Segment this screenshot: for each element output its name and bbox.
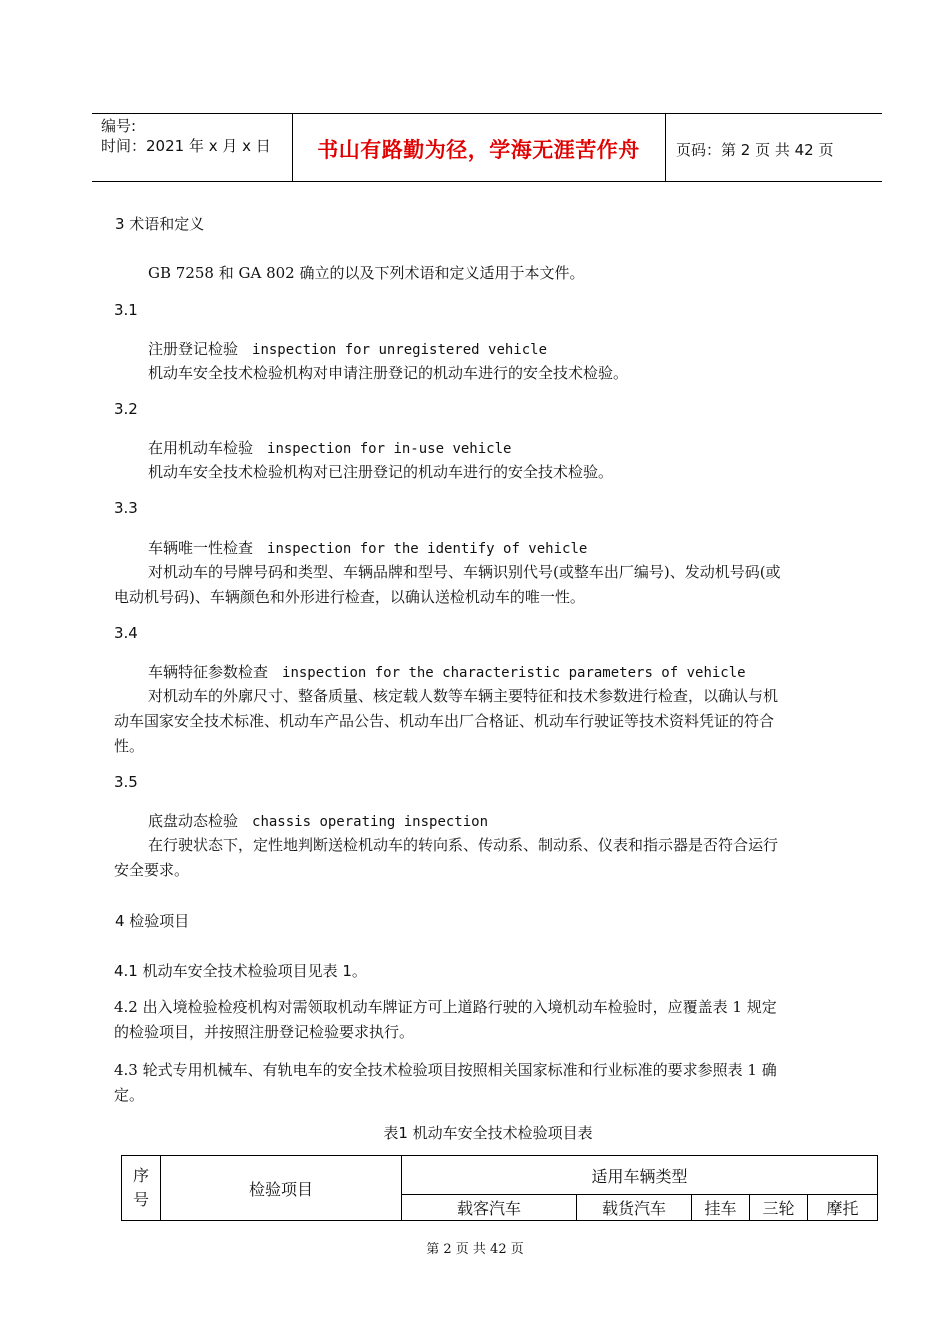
term-3-3-heading [148,537,587,558]
table-header-type-tricycle: 三轮 [750,1195,808,1221]
term-3-2-cn: 在用机动车检验 [148,439,254,457]
term-3-4-definition-line-3: 性。 [114,737,145,755]
header-bottom-rule [92,181,882,182]
term-3-5-en: chassis operating inspection [252,814,489,830]
header-top-rule [92,113,882,114]
header-meta [101,116,271,156]
table-header-type-motorcycle: 摩托 [808,1195,878,1221]
table-header-seq [122,1156,161,1221]
table-header-type-trailer: 挂车 [692,1195,750,1221]
header-motto: 书山有路勤为径，学海无涯苦作舟 [317,138,640,162]
term-3-5-cn: 底盘动态检验 [148,812,239,830]
term-3-3-number: 3.3 [114,499,138,517]
term-3-3-definition-line-2: 电动机号码)、车辆颜色和外形进行检查，以确认送检机动车的唯一性。 [114,588,585,606]
term-3-5-definition-line-1: 在行驶状态下，定性地判断送检机动车的转向系、传动系、制动系、仪表和指示器是否符合运行 [148,836,779,854]
table-header-seq-line-2: 号 [132,1190,149,1209]
term-3-3-en: inspection for the identify of vehicle [267,541,588,557]
term-3-2-heading [148,437,511,458]
table-header-vehicle-types: 适用车辆类型 [402,1156,878,1195]
term-3-4-definition-line-2: 动车国家安全技术标准、机动车产品公告、机动车出厂合格证、机动车行驶证等技术资料凭证的符合 [114,712,775,730]
section-3-title: 3 术语和定义 [115,215,205,233]
inspection-items-table [121,1155,878,1221]
term-3-1-definition: 机动车安全技术检验机构对申请注册登记的机动车进行的安全技术检验。 [148,364,629,382]
term-3-1-number: 3.1 [114,301,138,319]
clause-4-3-line-2: 定。 [114,1086,145,1104]
term-3-5-heading [148,810,488,831]
term-3-4-number: 3.4 [114,624,138,642]
table-header-item: 检验项目 [161,1156,402,1221]
header-time: 时间：2021 年 x 月 x 日 [101,137,271,155]
table-header-type-passenger: 载客汽车 [402,1195,577,1221]
table-caption: 表1 机动车安全技术检验项目表 [383,1124,593,1142]
term-3-2-number: 3.2 [114,400,138,418]
clause-4-2-line-1: 4.2 出入境检验检疫机构对需领取机动车牌证方可上道路行驶的入境机动车检验时，应覆盖表 1 规定 [114,998,777,1016]
section-3-intro: GB 7258 和 GA 802 确立的以及下列术语和定义适用于本文件。 [148,264,585,282]
footer-page-number: 第 2 页 共 42 页 [426,1242,524,1257]
header-page-number: 页码：第 2 页 共 42 页 [676,141,834,159]
section-4-title: 4 检验项目 [115,912,190,930]
header-number: 编号: [101,117,137,135]
term-3-2-en: inspection for in-use vehicle [267,441,512,457]
term-3-1-heading [148,338,547,359]
clause-4-1: 4.1 机动车安全技术检验项目见表 1。 [114,962,367,980]
table-header-type-cargo: 载货汽车 [577,1195,692,1221]
term-3-5-definition-line-2: 安全要求。 [114,861,190,879]
term-3-4-definition-line-1: 对机动车的外廓尺寸、整备质量、核定载人数等车辆主要特征和技术参数进行检查，以确认与机 [148,687,779,705]
clause-4-3-line-1: 4.3 轮式专用机械车、有轨电车的安全技术检验项目按照相关国家标准和行业标准的要求参照表 1 确 [114,1061,777,1079]
term-3-3-definition-line-1: 对机动车的号牌号码和类型、车辆品牌和型号、车辆识别代号(或整车出厂编号)、发动机号码(或 [148,563,781,581]
term-3-4-cn: 车辆特征参数检查 [148,663,269,681]
term-3-5-number: 3.5 [114,773,138,791]
header-divider-right [665,113,666,181]
clause-4-2-line-2: 的检验项目，并按照注册登记检验要求执行。 [114,1023,415,1041]
term-3-3-cn: 车辆唯一性检查 [148,539,254,557]
term-3-4-heading [148,661,746,682]
term-3-1-en: inspection for unregistered vehicle [252,342,548,358]
term-3-4-en: inspection for the characteristic parameters of vehicle [282,665,746,681]
term-3-1-cn: 注册登记检验 [148,340,239,358]
term-3-2-definition: 机动车安全技术检验机构对已注册登记的机动车进行的安全技术检验。 [148,463,614,481]
table-header-seq-line-1: 序 [132,1166,149,1185]
